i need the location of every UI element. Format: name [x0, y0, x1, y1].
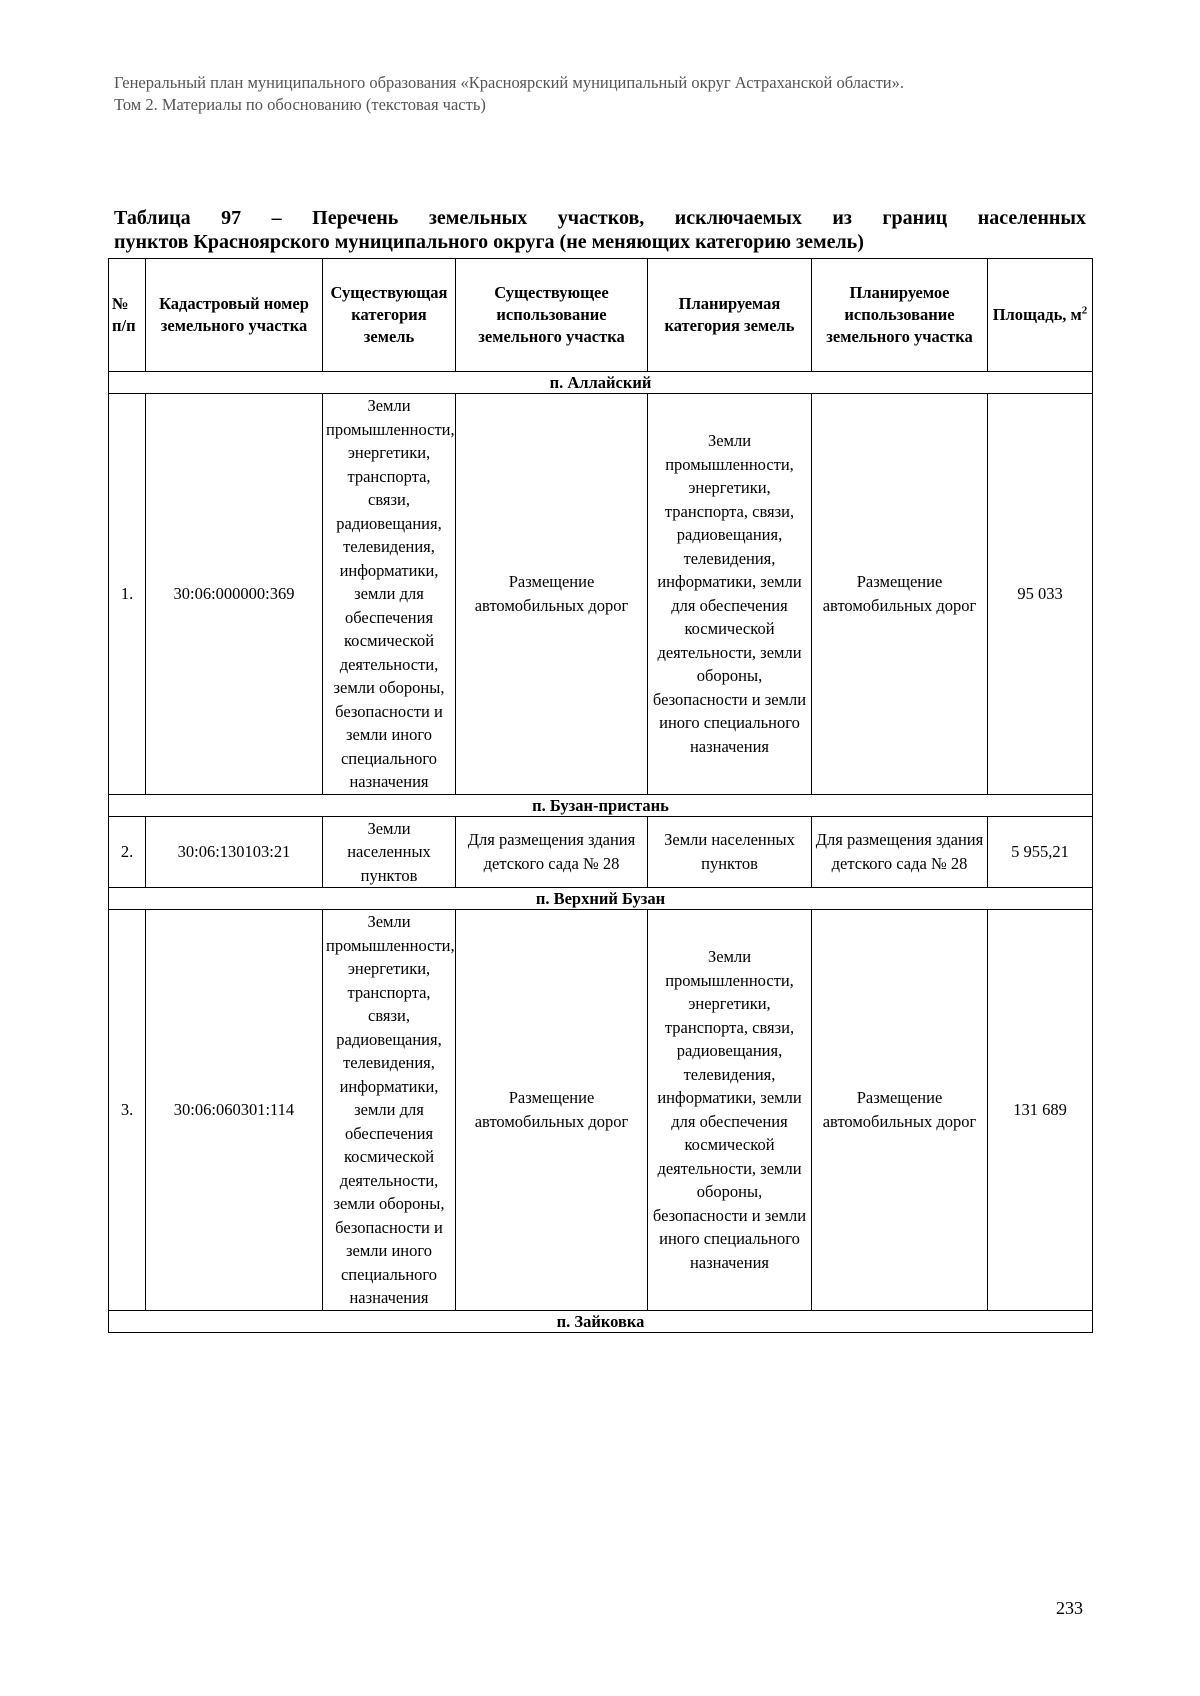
cell-area: 95 033: [988, 394, 1093, 795]
cell-planned-use: Размещение автомобильных дорог: [812, 394, 988, 795]
section-row: [109, 1310, 1093, 1332]
land-plots-table: [108, 258, 1093, 1333]
col-header-area-sup: 2: [1081, 304, 1088, 317]
col-header-num: № п/п: [109, 259, 146, 372]
cell-planned-category: Земли населенных пунктов: [648, 816, 812, 888]
col-header-current-use: Существующее использование земельного участка: [456, 259, 648, 372]
section-row: [109, 794, 1093, 816]
table-row: [109, 910, 1093, 1311]
cell-current-use: Размещение автомобильных дорог: [456, 394, 648, 795]
cell-num: 2.: [109, 816, 146, 888]
section-name: п. Зайковка: [109, 1310, 1093, 1332]
col-header-planned-category: Планируемая категория земель: [648, 259, 812, 372]
cell-planned-use: Для размещения здания детского сада № 28: [812, 816, 988, 888]
col-header-area-label: Площадь, м: [992, 305, 1082, 324]
cell-cadastral: 30:06:060301:114: [146, 910, 323, 1311]
cell-area: 131 689: [988, 910, 1093, 1311]
cell-planned-use: Размещение автомобильных дорог: [812, 910, 988, 1311]
cell-cadastral: 30:06:000000:369: [146, 394, 323, 795]
col-header-current-category: Существующая категория земель: [323, 259, 456, 372]
cell-current-use: Для размещения здания детского сада № 28: [456, 816, 648, 888]
section-row: [109, 888, 1093, 910]
table-title-line-1: Таблица 97 – Перечень земельных участков, исключаемых из границ населенных: [114, 207, 1086, 229]
cell-cadastral: 30:06:130103:21: [146, 816, 323, 888]
cell-planned-category: Земли промышленности, энергетики, транспорта, связи, радиовещания, телевидения, информатики, земли для обеспечения космической деятельности, земли обороны, безопасности и земли иного специального назначения: [648, 910, 812, 1311]
section-row: [109, 372, 1093, 394]
cell-planned-category: Земли промышленности, энергетики, транспорта, связи, радиовещания, телевидения, информатики, земли для обеспечения космической деятельности, земли обороны, безопасности и земли иного специального назначения: [648, 394, 812, 795]
cell-num: 1.: [109, 394, 146, 795]
cell-current-use: Размещение автомобильных дорог: [456, 910, 648, 1311]
page-header: [114, 72, 1094, 116]
page-header-line-1: Генеральный план муниципального образования «Красноярский муниципальный округ Астраханской области».: [114, 73, 904, 92]
cell-current-category: Земли населенных пунктов: [323, 816, 456, 888]
col-header-cadastral: Кадастровый номер земельного участка: [146, 259, 323, 372]
section-name: п. Аллайский: [109, 372, 1093, 394]
section-name: п. Верхний Бузан: [109, 888, 1093, 910]
page-number: 233: [1056, 1598, 1083, 1618]
col-header-planned-use: Планируемое использование земельного участка: [812, 259, 988, 372]
table-title-line-2: пунктов Красноярского муниципального округа (не меняющих категорию земель): [114, 231, 864, 253]
table-row: [109, 394, 1093, 795]
page-header-line-2: Том 2. Материалы по обоснованию (текстовая часть): [114, 95, 486, 114]
table-row: [109, 816, 1093, 888]
cell-num: 3.: [109, 910, 146, 1311]
col-header-area: [988, 259, 1093, 372]
table-header-row: [109, 259, 1093, 372]
cell-current-category: Земли промышленности, энергетики, транспорта, связи, радиовещания, телевидения, информатики, земли для обеспечения космической деятельности, земли обороны, безопасности и земли иного специального назначения: [323, 910, 456, 1311]
section-name: п. Бузан-пристань: [109, 794, 1093, 816]
cell-area: 5 955,21: [988, 816, 1093, 888]
table-title: [114, 206, 1086, 254]
cell-current-category: Земли промышленности, энергетики, транспорта, связи, радиовещания, телевидения, информатики, земли для обеспечения космической деятельности, земли обороны, безопасности и земли иного специального назначения: [323, 394, 456, 795]
